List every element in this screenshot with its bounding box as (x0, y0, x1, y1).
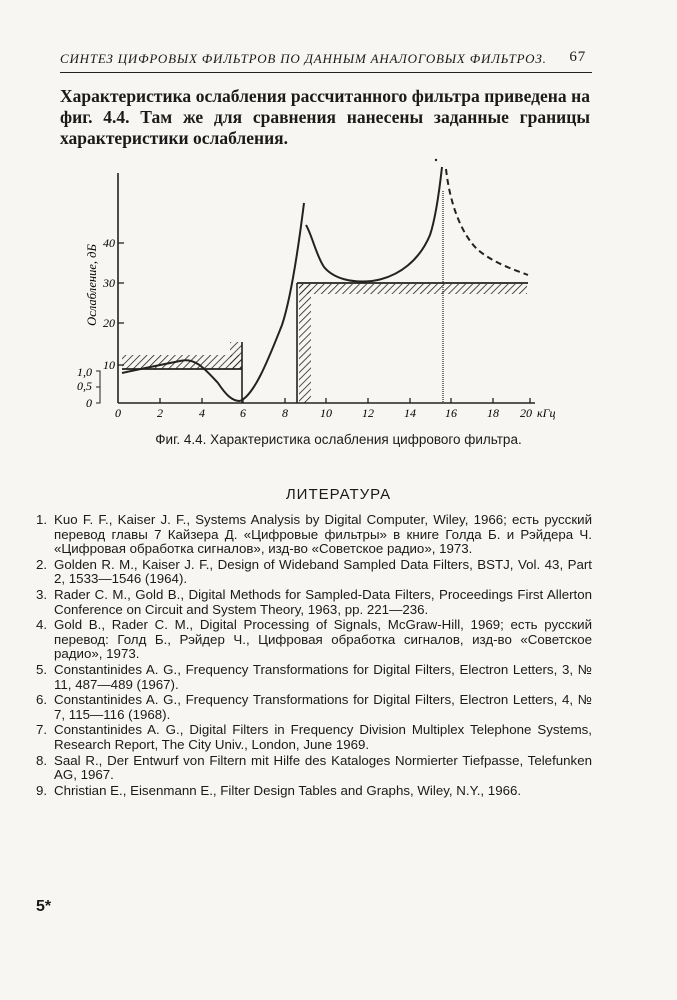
reference-item (36, 663, 592, 692)
x-label-18: 18 (487, 406, 499, 420)
y-label-30: 30 (103, 276, 115, 290)
x-label-20: 20 (520, 406, 532, 420)
reference-number: 1. (36, 512, 48, 527)
reference-text: Gold B., Rader C. M., Digital Processing of Signals, McGraw-Hill, 1969; есть русский перевод: Голд Б., Рэйдер Ч., Цифровая обработка сигналов, изд-во «Советское радио», 1973. (54, 617, 592, 662)
response-curve-transition (240, 203, 304, 401)
reference-text: Rader C. M., Gold B., Digital Methods for Sampled-Data Filters, Proceedings First Allerton Conference on Circuit and System Theory, 1963, pp. 221—236. (54, 586, 592, 617)
reference-item (36, 754, 592, 783)
x-label-4: 4 (199, 406, 205, 420)
x-label-2: 2 (157, 406, 163, 420)
reference-text: Saal R., Der Entwurf von Filtern mit Hilfe des Kataloges Normierter Tiefpasse, Telefunken AG, 1967. (54, 752, 592, 783)
reference-text: Constantinides A. G., Digital Filters in Frequency Division Multiplex Telephone Systems, Research Report, The City Univ., London, June 1969. (54, 722, 592, 752)
y-tick-marks (118, 243, 124, 365)
reference-text: Golden R. M., Kaiser J. F., Design of Wideband Sampled Data Filters, BSTJ, Vol. 43, Part 2, 1533—1546 (1964). (54, 556, 592, 587)
reference-item (36, 618, 592, 662)
reference-item (36, 588, 592, 617)
x-tick-labels (115, 406, 532, 420)
y-label-0: 0 (86, 396, 92, 410)
stopband-bound-hatch (299, 284, 527, 294)
references-title: ЛИТЕРАТУРА (285, 486, 392, 503)
top-mark (435, 159, 437, 161)
reference-number: 3. (36, 586, 48, 602)
response-curve-dashed (446, 169, 528, 275)
x-label-10: 10 (320, 406, 332, 420)
reference-text: Kuo F. F., Kaiser J. F., Systems Analysis by Digital Computer, Wiley, 1966; есть русский перевод главы 7 Кайзера Д. «Цифровые фильтры» в книге Голда Б. и Рэйдера Ч. «Цифровая обработка сигналов», изд-во «Советское радио», 1973. (54, 512, 592, 557)
reference-number: 7. (36, 722, 48, 738)
y-label-05: 0,5 (77, 379, 92, 393)
page-number: 67 (569, 49, 586, 65)
reference-item (36, 784, 592, 799)
y-small-scale-bracket (96, 371, 100, 403)
reference-number: 9. (36, 782, 48, 798)
x-label-16: 16 (445, 406, 457, 420)
reference-item (36, 513, 592, 557)
running-header (60, 48, 592, 73)
stopband-edge-hatch (299, 284, 311, 403)
x-label-12: 12 (362, 406, 374, 420)
y-label-40: 40 (103, 236, 115, 250)
y-label-1: 1,0 (77, 365, 92, 379)
y-axis-title: Ослабление, дБ (85, 244, 99, 326)
reference-number: 4. (36, 617, 48, 633)
y-label-10: 10 (103, 358, 115, 372)
response-curve-stopband (306, 167, 442, 281)
x-label-8: 8 (282, 406, 288, 420)
reference-text: Constantinides A. G., Frequency Transformations for Digital Filters, Electron Letters, 3, № 11, 487—489 (1967). (54, 661, 592, 692)
reference-number: 5. (36, 661, 48, 677)
passband-corner-hatch (230, 342, 242, 369)
y-label-20: 20 (103, 316, 115, 330)
x-label-14: 14 (404, 406, 416, 420)
reference-number: 8. (36, 752, 48, 768)
signature-mark: 5* (36, 898, 52, 915)
references-list (36, 513, 592, 799)
reference-item (36, 558, 592, 587)
x-label-6: 6 (240, 406, 246, 420)
reference-text: Constantinides A. G., Frequency Transformations for Digital Filters, Electron Letters, 4, № 7, 115—116 (1968). (54, 692, 592, 722)
intro-paragraph: Характеристика ослабления рассчитанного фильтра приведена на фиг. 4.4. Там же для сравнения нанесены заданные границы характеристики ослабления. (60, 86, 590, 148)
reference-item (36, 723, 592, 752)
passband-bound-hatch (122, 355, 242, 369)
figure-caption: Фиг. 4.4. Характеристика ослабления цифрового фильтра. (155, 432, 522, 447)
x-axis-unit: кГц (537, 406, 556, 420)
x-label-0: 0 (115, 406, 121, 420)
attenuation-chart (0, 155, 677, 430)
reference-item (36, 693, 592, 722)
reference-text: Christian E., Eisenmann E., Filter Design Tables and Graphs, Wiley, N.Y., 1966. (54, 782, 522, 798)
reference-number: 6. (36, 692, 48, 708)
reference-number: 2. (36, 556, 48, 572)
running-title: СИНТЕЗ ЦИФРОВЫХ ФИЛЬТРОВ ПО ДАННЫМ АНАЛОГОВЫХ ФИЛЬТРОЗ. (60, 51, 547, 66)
